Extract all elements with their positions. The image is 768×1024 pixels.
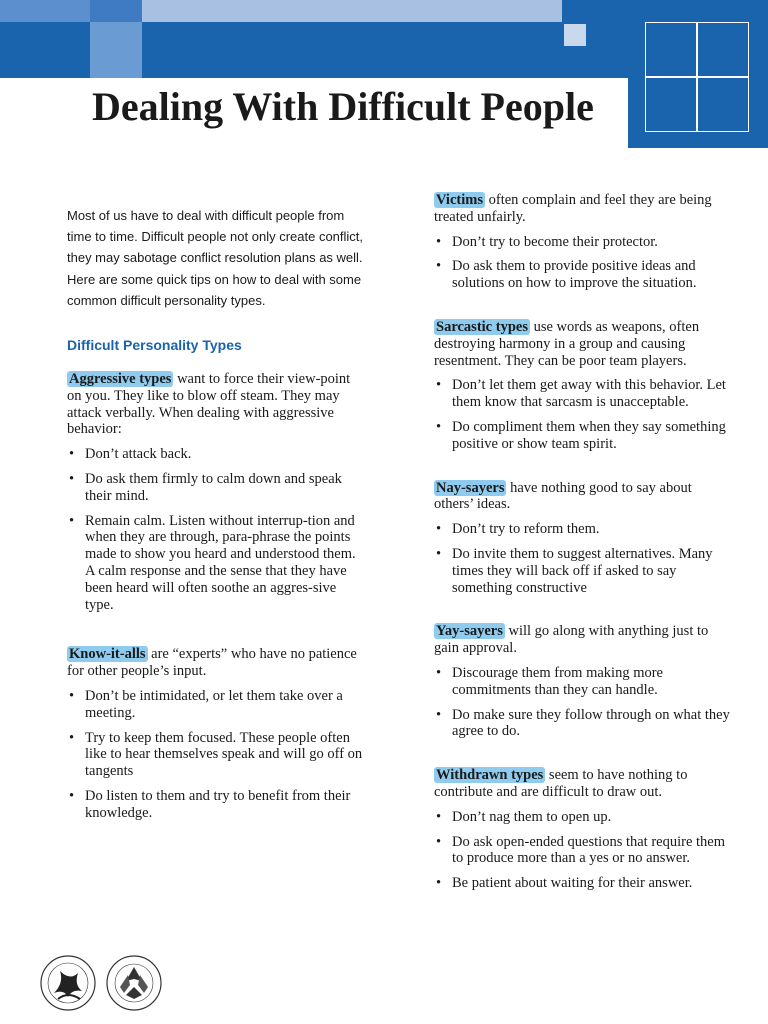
section-lead <box>67 371 367 438</box>
personality-section <box>434 767 734 892</box>
section-lead <box>434 767 734 801</box>
right-sections <box>434 192 734 892</box>
personality-section <box>434 192 734 292</box>
header-band-block <box>90 22 142 78</box>
header-band-stripe <box>142 0 562 22</box>
tips-list <box>67 688 367 822</box>
window-grid-divider <box>645 76 749 78</box>
personality-section <box>67 646 367 821</box>
personality-section <box>67 371 367 613</box>
tip-item: • Discourage them from making more commitments than they can handle. <box>434 665 734 699</box>
personality-section <box>434 319 734 453</box>
section-lead <box>67 646 367 680</box>
section-lead-text: have nothing good to say about others’ ideas. <box>434 479 692 513</box>
tip-item: • Do ask them to provide positive ideas and solutions on how to improve the situation. <box>434 258 734 292</box>
tips-list <box>434 521 734 596</box>
tip-item: • Do listen to them and try to benefit from their knowledge. <box>67 788 367 822</box>
tip-item: • Be patient about waiting for their answer. <box>434 875 734 892</box>
personality-type-tag: Nay-sayers <box>436 479 505 496</box>
section-lead-text: want to force their view-point on you. They like to blow off steam. They may attack verbally. When dealing with aggressive behavior: <box>67 371 351 438</box>
section-lead-text: will go along with anything just to gain approval. <box>434 623 709 657</box>
tip-item: • Don’t try to reform them. <box>434 521 734 538</box>
tip-item: • Remain calm. Listen without interrup-tion and when they are through, para-phrase the points made to show you heard and understood them. A calm response and the sense that they have been heard will often soothe an aggres-sive type. <box>67 513 367 614</box>
personality-type-tag: Withdrawn types <box>436 767 544 784</box>
intro-paragraph: Most of us have to deal with difficult people from time to time. Difficult people not only create conflict, they may sabotage conflict resolution plans as well. Here are some quick tips on how to deal with some common difficult personality types. <box>67 208 364 308</box>
tip-item: • Do ask open-ended questions that require them to produce more than a yes or no answer. <box>434 834 734 868</box>
personality-type-tag: Victims <box>436 192 483 208</box>
page-title: Dealing With Difficult People <box>92 84 594 129</box>
tips-list <box>434 665 734 740</box>
tip-item: • Do invite them to suggest alternatives. Many times they will back off if asked to say something constructive <box>434 546 734 596</box>
tips-list <box>67 446 367 613</box>
tip-item: • Do ask them firmly to calm down and speak their mind. <box>67 471 367 505</box>
personality-section <box>434 623 734 740</box>
section-lead-text: use words as weapons, often destroying harmony in a group and causing resentment. They can be poor team players. <box>434 318 700 369</box>
section-lead-text: are “experts” who have no patience for other people’s input. <box>67 646 357 680</box>
tip-item: • Do make sure they follow through on what they agree to do. <box>434 707 734 741</box>
tip-item: • Try to keep them focused. These people often like to hear themselves speak and will go off on tangents <box>67 730 367 780</box>
tip-item: • Do compliment them when they say something positive or show team spirit. <box>434 419 734 453</box>
personality-type-tag: Sarcastic types <box>436 318 528 335</box>
left-sections <box>67 371 367 822</box>
tip-item: • Don’t be intimidated, or let them take over a meeting. <box>67 688 367 722</box>
personality-type-tag: Aggressive types <box>69 371 172 388</box>
header-band-block <box>90 0 142 22</box>
section-lead <box>434 319 734 369</box>
section-lead-text: often complain and feel they are being treated unfairly. <box>434 192 712 225</box>
header-band-square <box>564 24 586 46</box>
left-column <box>67 205 367 822</box>
section-lead-text: seem to have nothing to contribute and are difficult to draw out. <box>434 767 688 800</box>
section-lead <box>434 480 734 514</box>
right-column <box>434 192 734 892</box>
footer-logos <box>38 953 168 1013</box>
tip-item: • Don’t let them get away with this behavior. Let them know that sarcasm is unacceptable. <box>434 377 734 411</box>
tip-item: • Don’t attack back. <box>67 446 367 463</box>
personality-section <box>434 480 734 597</box>
tip-item: • Don’t try to become their protector. <box>434 234 734 251</box>
section-lead <box>434 623 734 657</box>
tips-list <box>434 234 734 292</box>
section-lead <box>434 192 734 226</box>
tips-list <box>434 377 734 452</box>
personality-type-tag: Yay-sayers <box>436 623 503 640</box>
tips-list <box>434 809 734 892</box>
personality-type-tag: Know-it-alls <box>69 646 146 663</box>
hhs-eagle-seal-icon <box>41 956 95 1010</box>
foh-seal-icon <box>107 956 161 1010</box>
section-heading: Difficult Personality Types <box>67 337 242 354</box>
tip-item: • Don’t nag them to open up. <box>434 809 734 826</box>
header-band-block <box>0 0 90 22</box>
